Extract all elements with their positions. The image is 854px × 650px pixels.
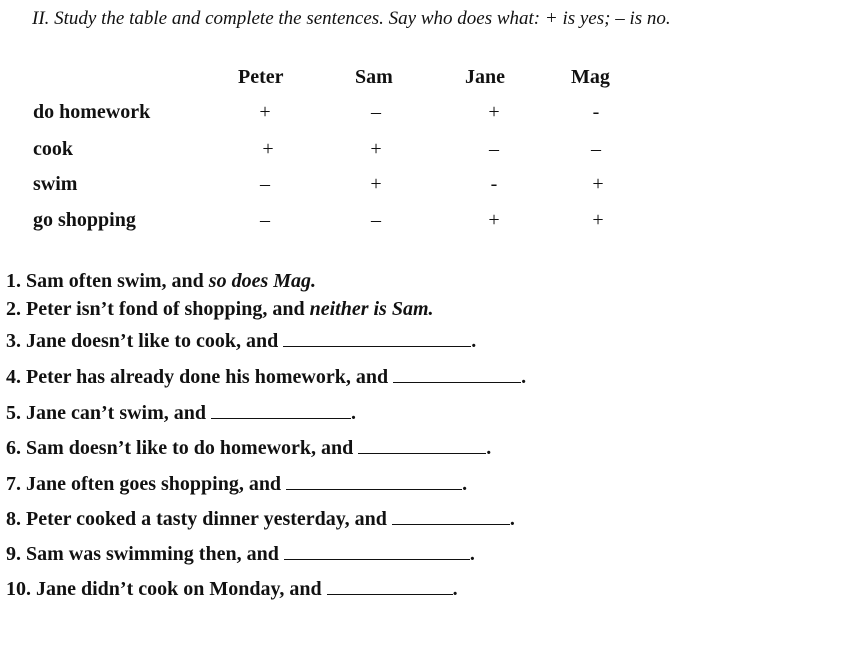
mark-sam-homework: – xyxy=(371,101,381,123)
sentence-text: 1. Sam often swim, and xyxy=(6,270,209,292)
answer-blank[interactable] xyxy=(358,435,486,454)
sentence-text: 10. Jane didn’t cook on Monday, and xyxy=(6,578,327,600)
sentence-answer: neither is Sam. xyxy=(309,298,434,320)
sentence-4 xyxy=(6,364,526,390)
mark-peter-homework: + xyxy=(259,101,271,123)
mark-mag-shopping: + xyxy=(592,209,604,231)
sentence-period: . xyxy=(521,366,527,388)
sentence-text: 2. Peter isn’t fond of shopping, and xyxy=(6,298,310,320)
answer-blank[interactable] xyxy=(286,471,462,490)
mark-jane-cook: – xyxy=(489,138,499,160)
sentence-10 xyxy=(6,576,458,602)
mark-peter-swim: – xyxy=(260,173,270,195)
sentence-6 xyxy=(6,435,491,461)
column-header-peter: Peter xyxy=(238,66,284,88)
mark-mag-homework: - xyxy=(592,101,600,123)
sentence-period: . xyxy=(462,473,468,495)
answer-blank[interactable] xyxy=(283,328,471,347)
sentence-period: . xyxy=(471,330,477,352)
mark-sam-cook: + xyxy=(370,138,382,160)
sentence-1 xyxy=(6,268,316,294)
mark-sam-shopping: – xyxy=(371,209,381,231)
mark-jane-shopping: + xyxy=(488,209,500,231)
row-label-go-shopping: go shopping xyxy=(33,209,136,231)
sentence-7 xyxy=(6,471,467,497)
sentence-period: . xyxy=(452,578,458,600)
sentence-5 xyxy=(6,400,356,426)
sentence-answer: so does Mag. xyxy=(208,270,317,292)
mark-mag-cook: – xyxy=(591,138,601,160)
row-label-cook: cook xyxy=(33,138,73,160)
sentence-9 xyxy=(6,541,475,567)
sentence-text: 8. Peter cooked a tasty dinner yesterday, and xyxy=(6,508,392,530)
sentence-2 xyxy=(6,296,434,322)
answer-blank[interactable] xyxy=(211,400,351,419)
mark-jane-homework: + xyxy=(488,101,500,123)
sentence-period: . xyxy=(469,543,475,565)
answer-blank[interactable] xyxy=(392,506,510,525)
column-header-jane: Jane xyxy=(465,66,505,88)
sentence-period: . xyxy=(351,402,357,424)
mark-peter-cook: + xyxy=(262,138,274,160)
sentence-period: . xyxy=(509,508,515,530)
sentence-period: . xyxy=(486,437,492,459)
sentence-text: 6. Sam doesn’t like to do homework, and xyxy=(6,437,359,459)
sentence-text: 9. Sam was swimming then, and xyxy=(6,543,284,565)
sentence-8 xyxy=(6,506,515,532)
answer-blank[interactable] xyxy=(284,541,470,560)
mark-sam-swim: + xyxy=(370,173,382,195)
row-label-do-homework: do homework xyxy=(33,101,151,123)
row-label-swim: swim xyxy=(33,173,78,195)
answer-blank[interactable] xyxy=(327,576,453,595)
mark-jane-swim: - xyxy=(490,173,498,195)
sentence-text: 5. Jane can’t swim, and xyxy=(6,402,212,424)
column-header-mag: Mag xyxy=(571,66,610,88)
mark-mag-swim: + xyxy=(592,173,604,195)
sentence-text: 4. Peter has already done his homework, and xyxy=(6,366,394,388)
answer-blank[interactable] xyxy=(393,364,521,383)
column-header-sam: Sam xyxy=(355,66,393,88)
mark-peter-shopping: – xyxy=(260,209,270,231)
sentence-3 xyxy=(6,328,476,354)
sentence-text: 7. Jane often goes shopping, and xyxy=(6,473,287,495)
sentence-text: 3. Jane doesn’t like to cook, and xyxy=(6,330,284,352)
exercise-instructions: II. Study the table and complete the sentences. Say who does what: + is yes; – is no. xyxy=(32,8,671,29)
